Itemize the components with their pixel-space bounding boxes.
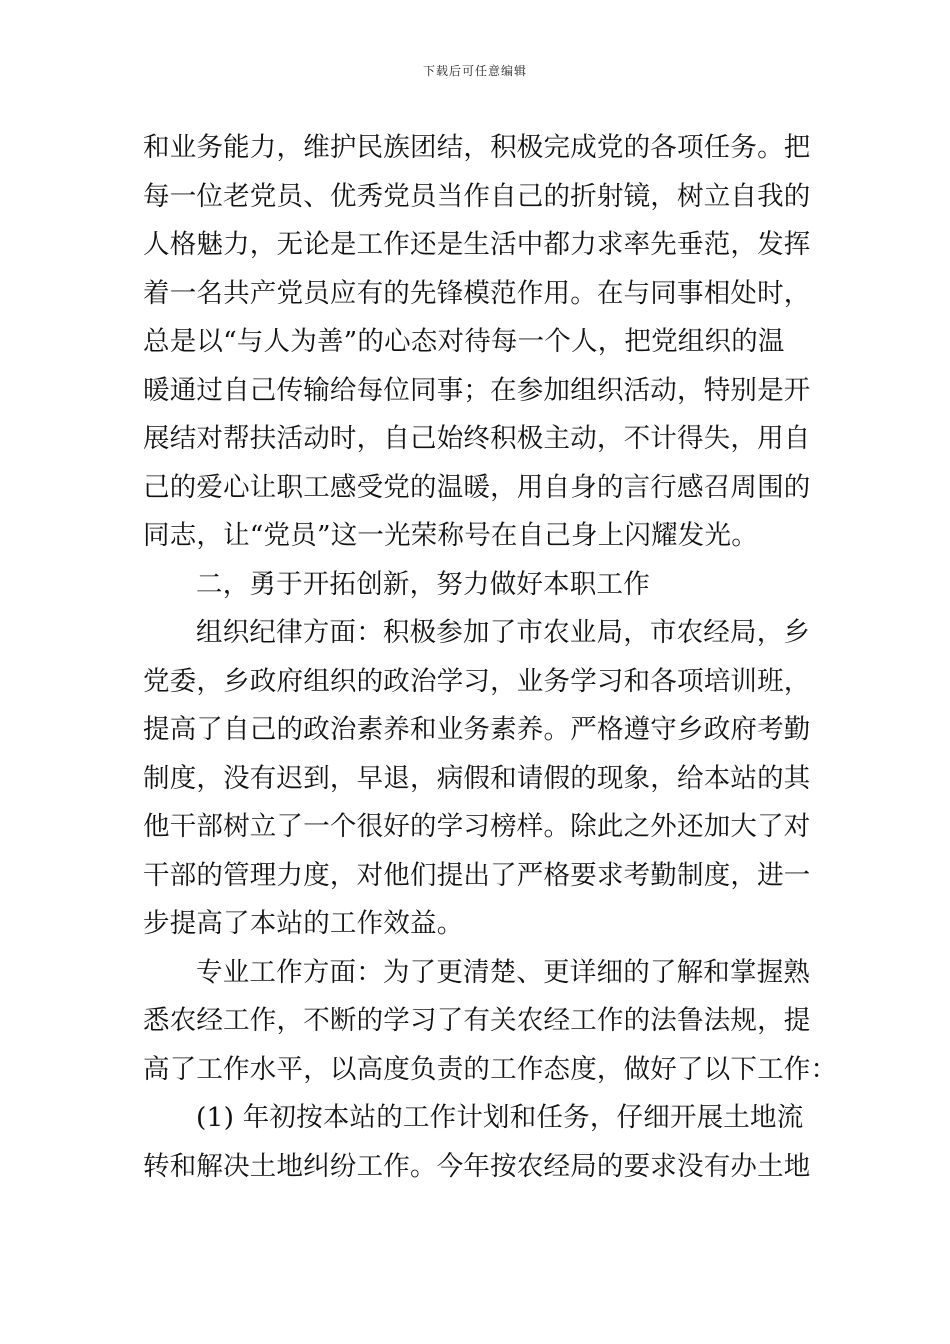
text-line: 党委，乡政府组织的政治学习，业务学习和各项培训班， [143, 665, 811, 697]
text-line: 着一名共产党员应有的先锋模范作用。在与同事相处时， [143, 277, 811, 309]
text-line: 总是以“与人为善”的心态对待每一个人，把党组织的温 [143, 326, 785, 357]
header-note: 下载后可任意编辑 [422, 64, 527, 78]
text-line: 步提高了本站的工作效益。 [143, 908, 464, 939]
text-line: 人格魅力，无论是工作还是生活中都力求率先垂范，发挥 [143, 229, 811, 260]
text-line: 悉农经工作，不断的学习了有关农经工作的法鲁法规，提 [143, 1005, 811, 1036]
text-line: 每一位老党员、优秀党员当作自己的折射镜，树立自我的 [143, 180, 811, 212]
text-line: 高了工作水平，以高度负责的工作态度，做好了以下工作： [143, 1053, 838, 1085]
paragraph-start: 组织纪律方面：积极参加了市农业局，市农经局，乡 [196, 617, 811, 648]
text-line: 制度，没有迟到，早退，病假和请假的现象，给本站的其 [143, 762, 811, 794]
text-line: 他干部树立了一个很好的学习榜样。除此之外还加大了对 [143, 811, 811, 842]
text-line: 己的爱心让职工感受党的温暖，用自身的言行感召周围的 [143, 471, 811, 503]
text-line: 暖通过自己传输给每位同事；在参加组织活动，特别是开 [143, 374, 811, 406]
text-line: 和业务能力，维护民族团结，积极完成党的各项任务。把 [143, 132, 811, 163]
text-line: 同志，让“党员”这一光荣称号在自己身上闪耀发光。 [143, 520, 758, 551]
list-item-start: (1) 年初按本站的工作计划和任务，仔细开展土地流 [196, 1102, 804, 1133]
text-line: 提高了自己的政治素养和业务素养。严格遵守乡政府考勤 [143, 714, 811, 745]
section-heading: 二，勇于开拓创新，努力做好本职工作 [196, 568, 650, 600]
text-line: 展结对帮扶活动时，自己始终积极主动，不计得失，用自 [143, 423, 811, 454]
document-body [143, 124, 838, 1191]
text-line: 转和解决土地纠纷工作。今年按农经局的要求没有办土地 [143, 1150, 811, 1182]
paragraph-start: 专业工作方面：为了更清楚、更详细的了解和掌握熟 [196, 956, 811, 988]
text-line: 干部的管理力度，对他们提出了严格要求考勤制度，进一 [143, 859, 811, 891]
